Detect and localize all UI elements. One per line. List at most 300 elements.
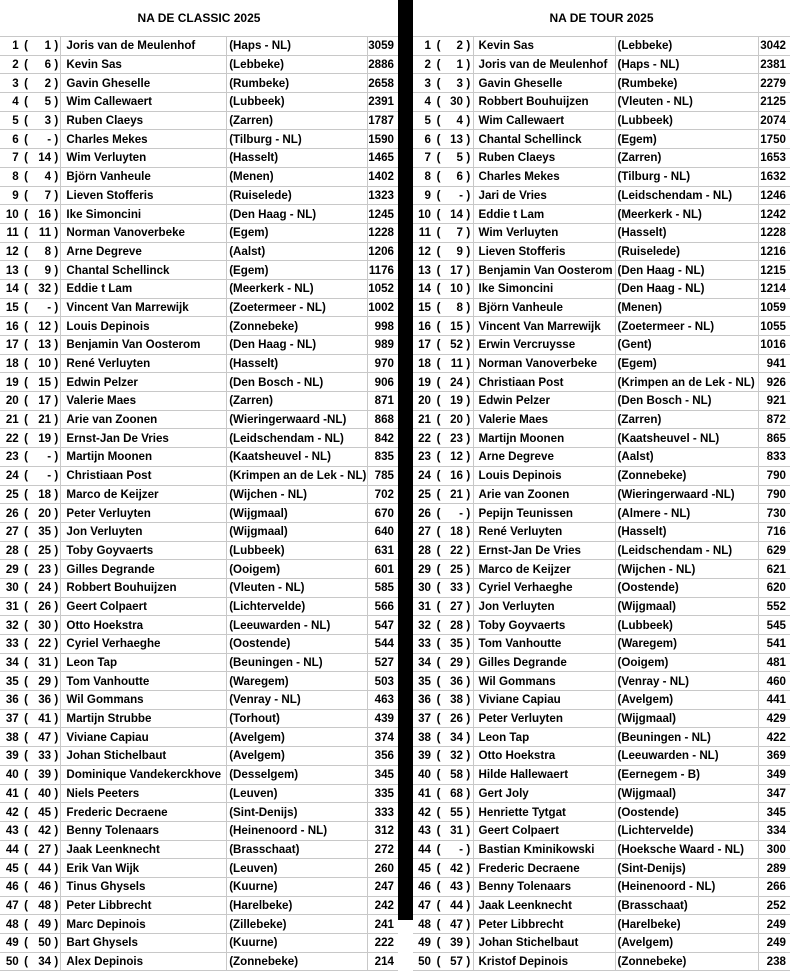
rider-points: 970 (368, 354, 398, 373)
close-paren: ) (464, 597, 473, 616)
rank-position: 9 (413, 186, 433, 205)
previous-rank: 34 (444, 728, 464, 747)
close-paren: ) (52, 336, 61, 355)
open-paren: ( (433, 578, 444, 597)
open-paren: ( (21, 354, 32, 373)
rank-position: 38 (413, 728, 433, 747)
previous-rank: 24 (444, 373, 464, 392)
rider-points: 730 (758, 504, 790, 523)
close-paren: ) (52, 448, 61, 467)
rider-club: (Zarren) (615, 149, 758, 168)
table-row (413, 504, 790, 523)
rider-name: Benny Tolenaars (473, 877, 615, 896)
previous-rank: 19 (31, 429, 52, 448)
table-row (413, 354, 790, 373)
rider-club: (Leidschendam - NL) (615, 541, 758, 560)
rider-name: Leon Tap (473, 728, 615, 747)
rider-points: 544 (368, 635, 398, 654)
table-row (0, 915, 398, 934)
rider-club: (Leuven) (227, 784, 368, 803)
rider-club: (Lebbeke) (227, 55, 368, 74)
rider-points: 238 (758, 952, 790, 971)
rider-name: Benny Tolenaars (61, 821, 227, 840)
rank-position: 8 (0, 167, 21, 186)
rider-name: Lieven Stofferis (61, 186, 227, 205)
table-row (0, 728, 398, 747)
rank-position: 28 (0, 541, 21, 560)
previous-rank: - (31, 298, 52, 317)
rider-name: Toby Goyvaerts (61, 541, 227, 560)
rank-position: 36 (413, 691, 433, 710)
rider-name: Hilde Hallewaert (473, 765, 615, 784)
close-paren: ) (52, 485, 61, 504)
open-paren: ( (21, 859, 32, 878)
rider-club: (Ooigem) (615, 653, 758, 672)
previous-rank: 5 (444, 149, 464, 168)
open-paren: ( (433, 336, 444, 355)
rider-name: Louis Depinois (473, 466, 615, 485)
previous-rank: 1 (31, 37, 52, 56)
rider-name: Tom Vanhoutte (61, 672, 227, 691)
close-paren: ) (464, 392, 473, 411)
rank-position: 6 (0, 130, 21, 149)
rider-club: (Harelbeke) (227, 896, 368, 915)
table-row (0, 765, 398, 784)
close-paren: ) (52, 205, 61, 224)
rider-name: Viviane Capiau (473, 691, 615, 710)
rider-name: Wim Verluyten (473, 223, 615, 242)
previous-rank: 31 (31, 653, 52, 672)
close-paren: ) (52, 672, 61, 691)
rider-club: (Brasschaat) (227, 840, 368, 859)
rider-club: (Tilburg - NL) (227, 130, 368, 149)
rider-club: (Meerkerk - NL) (615, 205, 758, 224)
close-paren: ) (52, 709, 61, 728)
previous-rank: 49 (31, 915, 52, 934)
rider-points: 871 (368, 392, 398, 411)
rider-club: (Egem) (227, 261, 368, 280)
rider-points: 631 (368, 541, 398, 560)
rank-position: 42 (413, 803, 433, 822)
rider-club: (Zonnebeke) (227, 317, 368, 336)
rider-name: Kristof Depinois (473, 952, 615, 971)
rank-position: 5 (413, 111, 433, 130)
rider-points: 566 (368, 597, 398, 616)
close-paren: ) (464, 635, 473, 654)
previous-rank: 27 (444, 597, 464, 616)
rider-name: Marc Depinois (61, 915, 227, 934)
rider-points: 481 (758, 653, 790, 672)
rider-points: 601 (368, 560, 398, 579)
table-row (0, 691, 398, 710)
previous-rank: 3 (31, 111, 52, 130)
table-row (0, 373, 398, 392)
previous-rank: 10 (444, 279, 464, 298)
rank-position: 20 (413, 392, 433, 411)
rank-position: 16 (413, 317, 433, 336)
open-paren: ( (21, 205, 32, 224)
rider-points: 300 (758, 840, 790, 859)
table-row (413, 466, 790, 485)
table-row (0, 541, 398, 560)
rider-club: (Leeuwarden - NL) (615, 747, 758, 766)
previous-rank: 46 (31, 877, 52, 896)
previous-rank: - (31, 448, 52, 467)
rank-position: 46 (413, 877, 433, 896)
rank-position: 49 (413, 934, 433, 953)
rank-position: 15 (0, 298, 21, 317)
close-paren: ) (52, 429, 61, 448)
rank-position: 6 (413, 130, 433, 149)
rider-club: (Lichtervelde) (227, 597, 368, 616)
previous-rank: 25 (31, 541, 52, 560)
close-paren: ) (464, 765, 473, 784)
open-paren: ( (433, 242, 444, 261)
table-row (0, 74, 398, 93)
rider-points: 1653 (758, 149, 790, 168)
rider-name: Niels Peeters (61, 784, 227, 803)
rider-name: Viviane Capiau (61, 728, 227, 747)
rider-points: 1323 (368, 186, 398, 205)
open-paren: ( (21, 448, 32, 467)
rider-name: Ike Simoncini (61, 205, 227, 224)
rider-club: (Den Haag - NL) (227, 336, 368, 355)
close-paren: ) (464, 130, 473, 149)
table-row (413, 653, 790, 672)
open-paren: ( (21, 877, 32, 896)
rider-name: Johan Stichelbaut (61, 747, 227, 766)
rider-club: (Menen) (615, 298, 758, 317)
close-paren: ) (464, 934, 473, 953)
previous-rank: 33 (444, 578, 464, 597)
rider-points: 702 (368, 485, 398, 504)
rank-position: 36 (0, 691, 21, 710)
rider-club: (Wijchen - NL) (227, 485, 368, 504)
previous-rank: 10 (31, 354, 52, 373)
rider-name: Frederic Decraene (473, 859, 615, 878)
rider-name: Dominique Vandekerckhove (61, 765, 227, 784)
rider-name: Tinus Ghysels (61, 877, 227, 896)
rider-club: (Zillebeke) (227, 915, 368, 934)
rank-position: 22 (0, 429, 21, 448)
rider-club: (Den Haag - NL) (615, 261, 758, 280)
rank-position: 14 (413, 279, 433, 298)
rider-club: (Avelgem) (615, 934, 758, 953)
close-paren: ) (52, 392, 61, 411)
rider-name: Toby Goyvaerts (473, 616, 615, 635)
rider-club: (Haps - NL) (615, 55, 758, 74)
rider-points: 941 (758, 354, 790, 373)
rider-points: 349 (758, 765, 790, 784)
rank-position: 39 (413, 747, 433, 766)
rider-name: Valerie Maes (473, 410, 615, 429)
rider-club: (Venray - NL) (615, 672, 758, 691)
previous-rank: 44 (444, 896, 464, 915)
rank-position: 4 (0, 93, 21, 112)
rank-position: 41 (0, 784, 21, 803)
open-paren: ( (21, 298, 32, 317)
open-paren: ( (21, 728, 32, 747)
rider-club: (Egem) (227, 223, 368, 242)
rank-position: 34 (413, 653, 433, 672)
open-paren: ( (433, 747, 444, 766)
open-paren: ( (21, 896, 32, 915)
previous-rank: 22 (444, 541, 464, 560)
rider-points: 833 (758, 448, 790, 467)
rider-club: (Lubbeek) (227, 93, 368, 112)
rider-points: 252 (758, 896, 790, 915)
rider-name: Bart Ghysels (61, 934, 227, 953)
rank-position: 30 (0, 578, 21, 597)
open-paren: ( (21, 55, 32, 74)
table-row (0, 111, 398, 130)
rider-name: Gavin Gheselle (61, 74, 227, 93)
previous-rank: 22 (31, 635, 52, 654)
table-row (0, 578, 398, 597)
rider-points: 2658 (368, 74, 398, 93)
open-paren: ( (433, 522, 444, 541)
table-row (0, 186, 398, 205)
rider-club: (Egem) (615, 354, 758, 373)
close-paren: ) (52, 765, 61, 784)
tour-title: NA DE TOUR 2025 (549, 11, 654, 25)
previous-rank: - (444, 840, 464, 859)
rider-points: 1465 (368, 149, 398, 168)
rank-position: 19 (413, 373, 433, 392)
table-row (0, 653, 398, 672)
rider-points: 369 (758, 747, 790, 766)
rider-points: 621 (758, 560, 790, 579)
rider-name: Louis Depinois (61, 317, 227, 336)
open-paren: ( (433, 877, 444, 896)
previous-rank: 21 (444, 485, 464, 504)
rank-position: 9 (0, 186, 21, 205)
rider-club: (Waregem) (227, 672, 368, 691)
table-row (413, 560, 790, 579)
rider-club: (Wijgmaal) (615, 597, 758, 616)
rank-position: 30 (413, 578, 433, 597)
rider-points: 345 (758, 803, 790, 822)
rank-position: 43 (413, 821, 433, 840)
rider-name: Jari de Vries (473, 186, 615, 205)
close-paren: ) (464, 896, 473, 915)
table-row (0, 560, 398, 579)
rider-points: 926 (758, 373, 790, 392)
rider-points: 1228 (368, 223, 398, 242)
rank-position: 42 (0, 803, 21, 822)
rank-position: 24 (0, 466, 21, 485)
rider-club: (Brasschaat) (615, 896, 758, 915)
previous-rank: 48 (31, 896, 52, 915)
close-paren: ) (52, 578, 61, 597)
previous-rank: 16 (31, 205, 52, 224)
table-row (413, 223, 790, 242)
rider-name: Kevin Sas (473, 37, 615, 56)
open-paren: ( (21, 709, 32, 728)
previous-rank: 39 (444, 934, 464, 953)
rider-points: 541 (758, 635, 790, 654)
rider-points: 872 (758, 410, 790, 429)
rider-points: 585 (368, 578, 398, 597)
previous-rank: 30 (444, 93, 464, 112)
rider-name: Tom Vanhoutte (473, 635, 615, 654)
rider-points: 289 (758, 859, 790, 878)
open-paren: ( (21, 93, 32, 112)
open-paren: ( (21, 784, 32, 803)
table-row (413, 410, 790, 429)
table-row (0, 223, 398, 242)
rider-name: Peter Verluyten (473, 709, 615, 728)
close-paren: ) (52, 597, 61, 616)
rider-points: 2391 (368, 93, 398, 112)
previous-rank: 18 (31, 485, 52, 504)
rider-points: 868 (368, 410, 398, 429)
rider-club: (Heinenoord - NL) (227, 821, 368, 840)
rider-name: Charles Mekes (473, 167, 615, 186)
rider-club: (Sint-Denijs) (615, 859, 758, 878)
table-row (0, 485, 398, 504)
open-paren: ( (21, 616, 32, 635)
open-paren: ( (433, 597, 444, 616)
close-paren: ) (52, 111, 61, 130)
open-paren: ( (21, 279, 32, 298)
close-paren: ) (464, 373, 473, 392)
open-paren: ( (21, 186, 32, 205)
rider-name: Kevin Sas (61, 55, 227, 74)
previous-rank: 34 (31, 952, 52, 971)
rank-position: 11 (0, 223, 21, 242)
rider-name: Martijn Strubbe (61, 709, 227, 728)
rider-points: 1245 (368, 205, 398, 224)
rider-club: (Aalst) (227, 242, 368, 261)
previous-rank: 33 (31, 747, 52, 766)
rider-club: (Zarren) (227, 392, 368, 411)
rider-club: (Leidschendam - NL) (227, 429, 368, 448)
table-row (413, 130, 790, 149)
open-paren: ( (433, 130, 444, 149)
close-paren: ) (52, 877, 61, 896)
table-row (0, 597, 398, 616)
rider-name: Otto Hoekstra (61, 616, 227, 635)
rider-name: Pepijn Teunissen (473, 504, 615, 523)
close-paren: ) (464, 578, 473, 597)
close-paren: ) (464, 709, 473, 728)
rank-position: 27 (0, 522, 21, 541)
open-paren: ( (21, 392, 32, 411)
rank-position: 35 (0, 672, 21, 691)
previous-rank: 12 (31, 317, 52, 336)
rank-position: 49 (0, 934, 21, 953)
previous-rank: - (31, 466, 52, 485)
close-paren: ) (52, 317, 61, 336)
open-paren: ( (433, 223, 444, 242)
previous-rank: 17 (31, 392, 52, 411)
previous-rank: 7 (31, 186, 52, 205)
rider-name: Benjamin Van Oosterom (61, 336, 227, 355)
rider-club: (Zoetermeer - NL) (227, 298, 368, 317)
close-paren: ) (52, 840, 61, 859)
rank-position: 44 (0, 840, 21, 859)
previous-rank: 27 (31, 840, 52, 859)
rider-points: 547 (368, 616, 398, 635)
rider-club: (Harelbeke) (615, 915, 758, 934)
rider-club: (Vleuten - NL) (227, 578, 368, 597)
table-row (0, 747, 398, 766)
close-paren: ) (464, 504, 473, 523)
close-paren: ) (52, 560, 61, 579)
open-paren: ( (21, 466, 32, 485)
close-paren: ) (52, 466, 61, 485)
previous-rank: 8 (444, 298, 464, 317)
rider-points: 429 (758, 709, 790, 728)
open-paren: ( (21, 934, 32, 953)
previous-rank: 29 (444, 653, 464, 672)
rider-points: 2125 (758, 93, 790, 112)
rider-club: (Venray - NL) (227, 691, 368, 710)
table-row (0, 55, 398, 74)
close-paren: ) (464, 261, 473, 280)
previous-rank: 57 (444, 952, 464, 971)
previous-rank: 7 (444, 223, 464, 242)
rider-points: 716 (758, 522, 790, 541)
rider-club: (Kaatsheuvel - NL) (227, 448, 368, 467)
previous-rank: 20 (31, 504, 52, 523)
close-paren: ) (52, 635, 61, 654)
rider-club: (Wijgmaal) (227, 522, 368, 541)
open-paren: ( (433, 167, 444, 186)
previous-rank: 21 (31, 410, 52, 429)
rider-name: Charles Mekes (61, 130, 227, 149)
rider-points: 1246 (758, 186, 790, 205)
rank-position: 41 (413, 784, 433, 803)
rank-position: 12 (413, 242, 433, 261)
rank-position: 7 (0, 149, 21, 168)
open-paren: ( (21, 485, 32, 504)
rider-club: (Aalst) (615, 448, 758, 467)
close-paren: ) (464, 803, 473, 822)
previous-rank: - (31, 130, 52, 149)
open-paren: ( (433, 952, 444, 971)
rider-points: 865 (758, 429, 790, 448)
rider-club: (Kuurne) (227, 877, 368, 896)
close-paren: ) (52, 859, 61, 878)
close-paren: ) (464, 859, 473, 878)
previous-rank: 23 (444, 429, 464, 448)
rider-name: Geert Colpaert (61, 597, 227, 616)
previous-rank: 47 (444, 915, 464, 934)
open-paren: ( (21, 522, 32, 541)
rider-points: 620 (758, 578, 790, 597)
rider-points: 2074 (758, 111, 790, 130)
close-paren: ) (52, 186, 61, 205)
open-paren: ( (433, 765, 444, 784)
previous-rank: 15 (31, 373, 52, 392)
open-paren: ( (433, 373, 444, 392)
open-paren: ( (433, 485, 444, 504)
open-paren: ( (21, 840, 32, 859)
rank-position: 25 (413, 485, 433, 504)
previous-rank: 41 (31, 709, 52, 728)
rider-points: 1002 (368, 298, 398, 317)
table-row (413, 167, 790, 186)
rider-name: Benjamin Van Oosterom (473, 261, 615, 280)
open-paren: ( (21, 223, 32, 242)
rider-points: 347 (758, 784, 790, 803)
rank-position: 28 (413, 541, 433, 560)
table-row (413, 205, 790, 224)
close-paren: ) (52, 55, 61, 74)
rider-club: (Zonnebeke) (615, 466, 758, 485)
